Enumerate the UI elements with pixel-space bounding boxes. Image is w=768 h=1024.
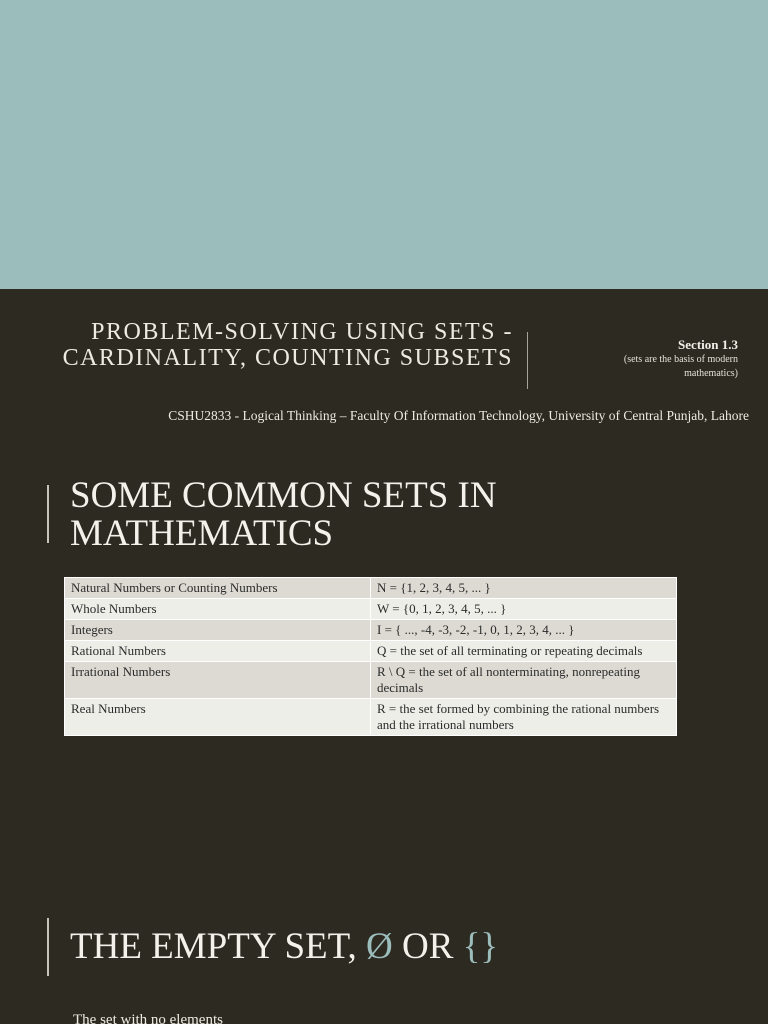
set-definition-cell: Q = the set of all terminating or repeating decimals	[371, 641, 677, 662]
set-definition-cell: I = { ..., -4, -3, -2, -1, 0, 1, 2, 3, 4, ... }	[371, 620, 677, 641]
set-name-cell: Real Numbers	[65, 699, 371, 736]
table-row	[65, 662, 677, 699]
heading-accent-bar	[47, 485, 49, 543]
slide-heading	[70, 477, 497, 553]
table-row	[65, 620, 677, 641]
set-name-cell: Irrational Numbers	[65, 662, 371, 699]
title-slide	[0, 289, 768, 439]
set-definition-cell: N = {1, 2, 3, 4, 5, ... }	[371, 578, 677, 599]
table-row	[65, 599, 677, 620]
set-name-cell: Whole Numbers	[65, 599, 371, 620]
title-divider	[527, 332, 528, 389]
section-label: Section 1.3	[678, 337, 738, 352]
heading-line-1: SOME COMMON SETS IN	[70, 475, 497, 516]
empty-set-description: The set with no elements	[73, 1012, 223, 1024]
set-name-cell: Natural Numbers or Counting Numbers	[65, 578, 371, 599]
number-sets-table	[64, 577, 677, 736]
empty-set-heading	[70, 928, 498, 966]
empty-set-symbol: Ø	[365, 926, 393, 967]
top-teal-band	[0, 0, 768, 289]
table-row	[65, 578, 677, 599]
table-row	[65, 699, 677, 736]
section-note: (sets are the basis of modern mathematics)	[623, 354, 738, 379]
set-name-cell: Rational Numbers	[65, 641, 371, 662]
set-definition-cell: R \ Q = the set of all nonterminating, nonrepeating decimals	[371, 662, 677, 699]
set-name-cell: Integers	[65, 620, 371, 641]
braces-symbol: {}	[462, 926, 499, 967]
table-row	[65, 641, 677, 662]
empty-heading-prefix: THE EMPTY SET,	[70, 926, 366, 967]
empty-heading-accent-bar	[47, 918, 49, 976]
presentation-title: PROBLEM-SOLVING USING SETS - CARDINALITY, COUNTING SUBSETS	[62, 319, 513, 371]
empty-heading-or: OR	[392, 926, 463, 967]
set-definition-cell: W = {0, 1, 2, 3, 4, 5, ... }	[371, 599, 677, 620]
course-subtitle: CSHU2833 - Logical Thinking – Faculty Of Information Technology, University of Central Punjab, Lahore	[168, 408, 749, 423]
set-definition-cell: R = the set formed by combining the rational numbers and the irrational numbers	[371, 699, 677, 736]
heading-line-2: MATHEMATICS	[70, 513, 334, 554]
